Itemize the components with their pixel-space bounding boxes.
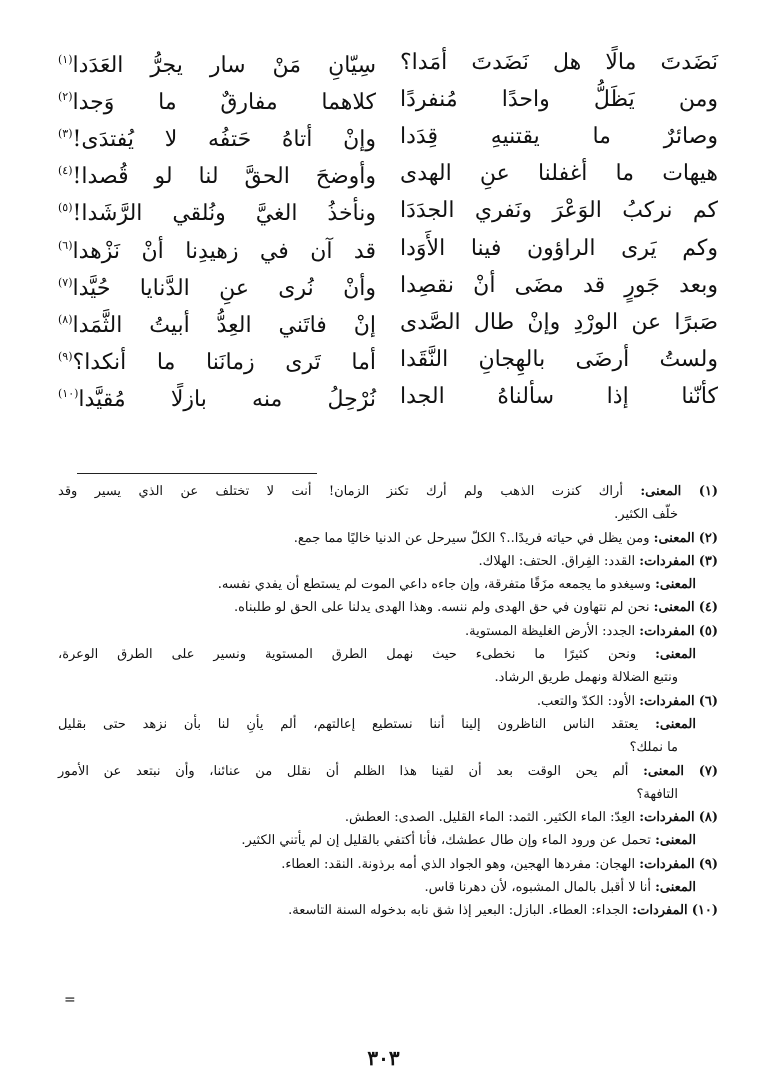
footnote-number: (٤) (698, 600, 718, 616)
verse-second-hemistich (58, 231, 376, 267)
footnote-line (58, 806, 718, 829)
verse-second-hemistich (58, 268, 376, 304)
footnote-ref: (٣) (58, 126, 73, 140)
footnote-text: الأود: الكدّ والتعب. (536, 693, 636, 709)
footnote-line (58, 643, 718, 666)
verse-first-hemistich: هيهات ما أغفلنا عنِ الهدى (400, 161, 718, 187)
footnote-number: (٦) (698, 693, 718, 709)
footnote-text: ما نملك؟ (629, 740, 678, 756)
footnote-label: المعنى: (655, 880, 696, 896)
footnote-number: (٣) (698, 553, 718, 569)
footnote-number: (٨) (698, 810, 718, 826)
footnote-text: أراك كنزت الذهب ولم أرك تكنز الزمان! أنت لا تختلف عن الذي يسير وقد (58, 484, 623, 499)
footnote-text: الجدد: الأرض الغليظة المستوية. (465, 623, 636, 639)
footnote-label: المعنى: (653, 600, 695, 616)
verse-second-hemistich (58, 305, 376, 341)
footnote-line (58, 480, 718, 503)
footnote-ref: (٦) (58, 238, 73, 252)
footnote-label: المفردات: (639, 553, 695, 569)
footnote-line (58, 503, 718, 526)
footnote-label: المعنى: (640, 484, 682, 499)
footnote-label: المعنى: (653, 530, 695, 546)
footnote-number: (٥) (698, 623, 718, 639)
footnote-text: تحمل عن ورود الماء وإن طال عطشك، فأنا أكتفي بالقليل إن لم يأتني الكثير. (241, 833, 651, 849)
footnotes (58, 480, 718, 923)
footnote-line (58, 666, 718, 689)
footnote-text: العِدّ: الماء الكثير. الثمد: الماء القليل. الصدى: العطش. (344, 810, 636, 826)
footnote-text: ألم يحن الوقت بعد أن لقينا هذا الظلم أن نقلل من عنائنا، وأن نبتعد عن الأمور (58, 763, 629, 779)
footnote-ref: (١) (58, 52, 73, 66)
continuation-mark: = (64, 992, 76, 1008)
footnote-line (58, 620, 718, 643)
footnote-number: (١٠) (691, 903, 718, 919)
footnote-label: المفردات: (639, 810, 695, 826)
footnote-ref: (٤) (58, 164, 73, 178)
footnote-line (58, 783, 718, 806)
footnote-label: المعنى: (643, 763, 685, 779)
verse (58, 304, 718, 341)
footnote-text: ونتبع الضلالة ونهمل طريق الرشاد. (494, 670, 678, 686)
footnote-text: يعتقد الناس الناظرون إلينا أننا نستطيع إعالتهم، ألم يأنِ لنا بأن نزهد حتى بقليل (58, 716, 639, 732)
hemistich-text: سِيّانِ مَنْ سار يجرُّ العَدَدا (72, 52, 376, 78)
verse-second-hemistich (58, 82, 376, 118)
verse-first-hemistich: نَضَدتَ مالًا هل نَضَدتَ أمَدا؟ (400, 49, 718, 75)
footnote-label: المعنى: (655, 577, 696, 593)
verse (58, 230, 718, 267)
verse-second-hemistich (58, 342, 376, 378)
footnote-text: أنا لا أقبل بالمال المشبوه، لأن دهرنا قاس. (424, 880, 651, 896)
footnote-ref: (٢) (58, 89, 73, 103)
footnote-separator (77, 473, 317, 474)
verse-first-hemistich: صَبرًا عن الورْدِ وإنْ طال الصَّدى (400, 309, 718, 335)
footnote-text: الجداء: العطاء. البازل: البعير إذا شق نابه بدخوله السنة التاسعة. (288, 903, 629, 919)
footnote-line (58, 760, 718, 783)
hemistich-text: وإنْ أتاهُ حَتفُه لا يُفتدَى! (72, 126, 376, 152)
verse-second-hemistich (58, 156, 376, 192)
footnote-line (58, 527, 718, 550)
page-number: ٣٠٣ (367, 1046, 400, 1070)
verse (58, 267, 718, 304)
hemistich-text: كلاهما مفارقٌ ما وَجدا (72, 89, 376, 115)
verse-first-hemistich: كأنّنا إذا سألناهُ الجدا (400, 384, 718, 410)
verse-first-hemistich: وصائرٌ ما يقتنيهِ قِدَدا (400, 123, 718, 149)
footnote-ref: (٧) (58, 275, 73, 289)
hemistich-text: نُرْحِلُ منه بازلًا مُقيَّدا (78, 387, 376, 413)
footnote-line (58, 713, 718, 736)
footnote-ref: (٩) (58, 350, 73, 364)
hemistich-text: إنْ فاتَني العِدُّ أبيتُ الثَّمَدا (72, 312, 376, 338)
footnote-number: (٢) (698, 530, 718, 546)
poem (58, 44, 718, 416)
footnote-text: القدد: الفِراق. الحتف: الهلاك. (478, 553, 636, 569)
footnote-line (58, 690, 718, 713)
footnote-label: المفردات: (639, 693, 695, 709)
footnote-line (58, 736, 718, 759)
footnote-line (58, 829, 718, 852)
footnote-text: التافهة؟ (636, 786, 678, 802)
footnote-number: (٧) (698, 763, 718, 779)
footnote-line (58, 596, 718, 619)
verse-second-hemistich (58, 379, 376, 415)
verse (58, 81, 718, 118)
footnote-label: المعنى: (655, 833, 696, 849)
footnote-text: وسيغدو ما يجمعه مزَقًا متفرقة، وإن جاءه داعي الموت لم يستطع أن يفدي نفسه. (217, 577, 651, 593)
verse-first-hemistich: ولستُ أرضَى بالهِجانِ النَّقَدا (400, 347, 718, 373)
verse-first-hemistich: وكم يَرى الراؤون فينا الأَوَدا (400, 235, 718, 261)
footnote-number: (٩) (698, 856, 718, 872)
footnote-line (58, 550, 718, 573)
footnote-line (58, 899, 718, 922)
hemistich-text: ونأخذُ الغيَّ ونُلقي الرَّشَدا! (72, 201, 376, 227)
footnote-line (58, 876, 718, 899)
footnote-text: خلّف الكثير. (614, 507, 678, 523)
footnote-line (58, 853, 718, 876)
verse-second-hemistich (58, 193, 376, 229)
footnote-text: ومن يظل في حياته فريدًا..؟ الكلّ سيرحل عن الدنيا خاليًا مما جمع. (293, 530, 650, 546)
footnote-ref: (٨) (58, 312, 73, 326)
footnote-ref: (١٠) (58, 387, 79, 401)
verse (58, 193, 718, 230)
verse-first-hemistich: وبعد جَورٍ قد مضَى أنْ نقصِدا (400, 272, 718, 298)
verse-second-hemistich (58, 45, 376, 81)
verse (58, 156, 718, 193)
footnote-text: نحن لم نتهاون في حق الهدى ولم ننسه. وهذا الهدى يدلنا على الحق لو طلبناه. (233, 600, 650, 616)
verse (58, 118, 718, 155)
footnote-text: الهجان: مفردها الهجين، وهو الجواد الذي أمه برذونة. النقد: العطاء. (281, 856, 636, 872)
footnote-label: المعنى: (655, 647, 696, 663)
footnote-label: المفردات: (639, 623, 695, 639)
verse (58, 44, 718, 81)
footnote-label: المعنى: (655, 716, 696, 732)
footnote-line (58, 573, 718, 596)
verse-second-hemistich (58, 119, 376, 155)
hemistich-text: قد آن في زهيدِنا أنْ نَزْهدا (72, 238, 376, 264)
footnote-ref: (٥) (58, 201, 73, 215)
verse (58, 379, 718, 416)
hemistich-text: وأنْ نُرى عنِ الدَّنايا حُيَّدا (72, 275, 376, 301)
verse-first-hemistich: ومن يَظَلُّ واحدًا مُنفردًا (400, 86, 718, 112)
verse-first-hemistich: كم نركبُ الوَعْرَ ونَفري الجدَدَا (400, 198, 718, 224)
footnote-text: ونحن كثيرًا ما نخطىء حيث نهمل الطرق المستوية ونسير على الطرق الوعرة، (58, 647, 637, 663)
verse (58, 342, 718, 379)
hemistich-text: وأوضحَ الحقَّ لنا لو قُصدا! (72, 164, 376, 190)
footnote-label: المفردات: (639, 856, 695, 872)
footnote-number: (١) (698, 484, 718, 499)
footnote-label: المفردات: (632, 903, 688, 919)
hemistich-text: أما تَرى زمانَنا ما أنكدا؟ (72, 350, 376, 376)
